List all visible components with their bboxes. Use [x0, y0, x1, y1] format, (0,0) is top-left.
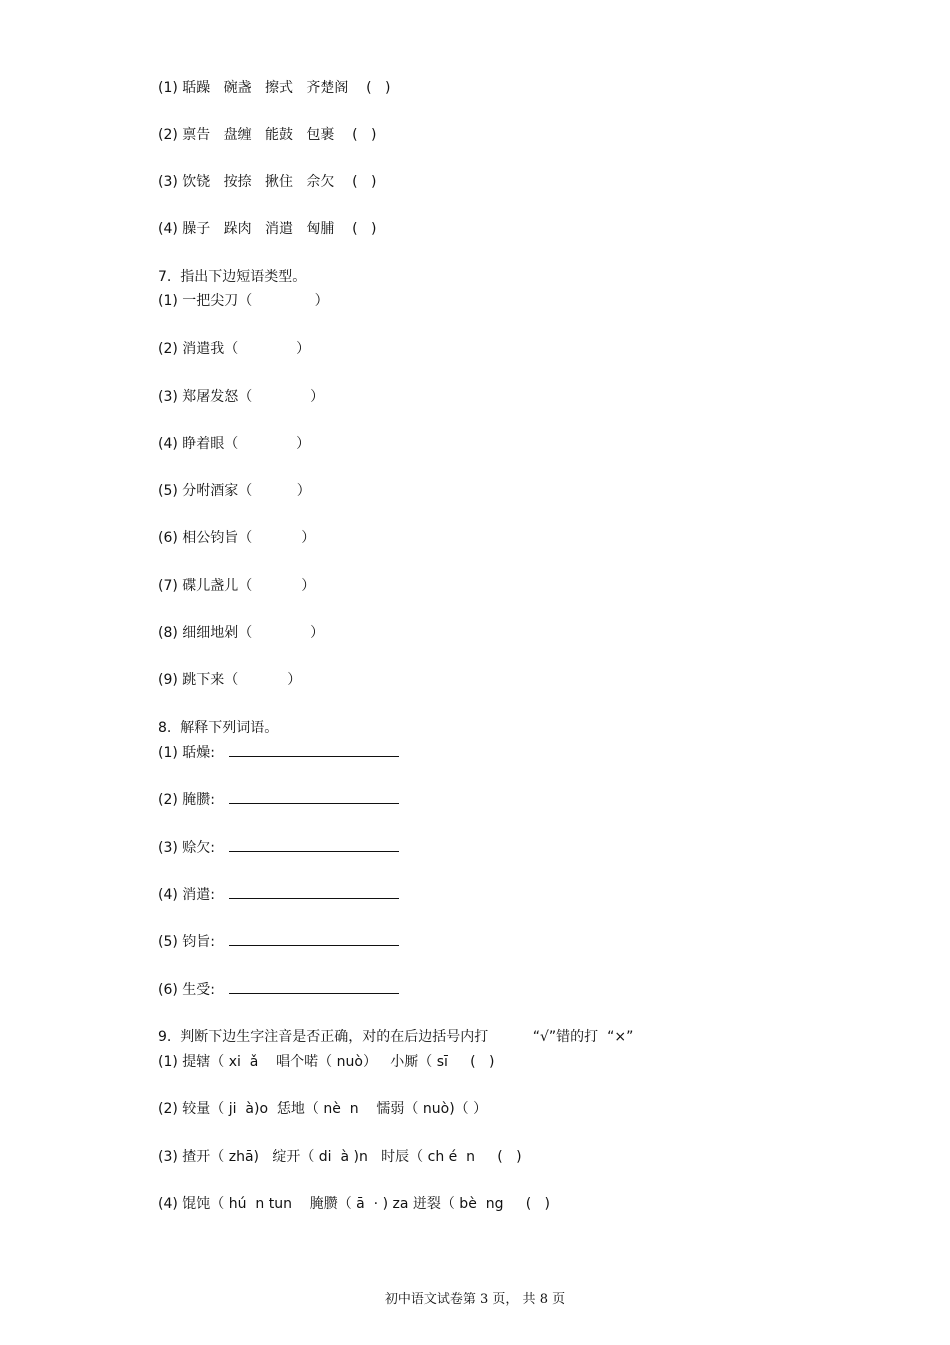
- question-7-item-6: (6) 相公钧旨（ ）: [158, 530, 316, 546]
- answer-blank[interactable]: [229, 886, 399, 899]
- page-footer: 初中语文试卷第 3 页， 共 8 页: [384, 1292, 566, 1307]
- question-8-item-1-label: (1) 聒燥:: [158, 745, 215, 761]
- question-7-item-3: (3) 郑屠发怒（ ）: [158, 389, 325, 405]
- question-6-item-4: (4) 臊子 跺肉 消遣 匈脯 ( ): [158, 221, 377, 237]
- question-8-title: 8. 解释下列词语。: [158, 720, 279, 736]
- question-7-item-1: (1) 一把尖刀（ ）: [158, 293, 329, 309]
- question-8-item-2-label: (2) 腌臜:: [158, 792, 215, 808]
- question-9-item-1: (1) 提辖（ xi ǎ 唱个喏（ nuò） 小厮（ sī ( ): [158, 1054, 495, 1070]
- question-8-item-1: [158, 744, 399, 762]
- answer-blank[interactable]: [229, 744, 399, 757]
- answer-blank[interactable]: [229, 933, 399, 946]
- question-8-item-6: [158, 981, 399, 999]
- question-9-item-2: (2) 较量（ ji à)o 恁地（ nè n 懦弱（ nuò)（ ）: [158, 1101, 488, 1117]
- question-8-item-4: [158, 886, 399, 904]
- question-7-item-2: (2) 消遣我（ ）: [158, 341, 311, 357]
- question-9-item-4: (4) 馄饨（ hú n tun 腌臜（ ā · ) za 迸裂（ bè ng ( ): [158, 1196, 550, 1212]
- answer-blank[interactable]: [229, 791, 399, 804]
- question-8-item-2: [158, 791, 399, 809]
- answer-blank[interactable]: [229, 839, 399, 852]
- question-8-item-5: [158, 933, 399, 951]
- question-8-item-5-label: (5) 钧旨:: [158, 934, 215, 950]
- question-9-item-3: (3) 揸开（ zhā) 绽开（ di à )n 时辰（ ch é n ( ): [158, 1149, 522, 1165]
- question-7-item-9: (9) 跳下来（ ）: [158, 672, 302, 688]
- question-7-item-4: (4) 睁着眼（ ）: [158, 436, 311, 452]
- question-6-item-3: (3) 饮铙 按捺 揪住 佘欠 ( ): [158, 174, 377, 190]
- question-6-item-2: (2) 禀告 盘缠 能鼓 包裹 ( ): [158, 127, 377, 143]
- question-7-item-5: (5) 分咐酒家（ ）: [158, 483, 311, 499]
- question-9-title: 9. 判断下边生字注音是否正确，对的在后边括号内打 “√”错的打 “×”: [158, 1029, 634, 1045]
- question-7-item-8: (8) 细细地剁（ ）: [158, 625, 325, 641]
- question-7-title: 7. 指出下边短语类型。: [158, 269, 307, 285]
- answer-blank[interactable]: [229, 981, 399, 994]
- question-8-item-3: [158, 839, 399, 857]
- question-6-item-1: (1) 聒躁 碗盏 擦式 齐楚阁 ( ): [158, 80, 391, 96]
- question-8-item-4-label: (4) 消遣:: [158, 887, 215, 903]
- question-8-item-3-label: (3) 赊欠:: [158, 840, 215, 856]
- question-7-item-7: (7) 碟儿盏儿（ ）: [158, 578, 316, 594]
- question-8-item-6-label: (6) 生受:: [158, 982, 215, 998]
